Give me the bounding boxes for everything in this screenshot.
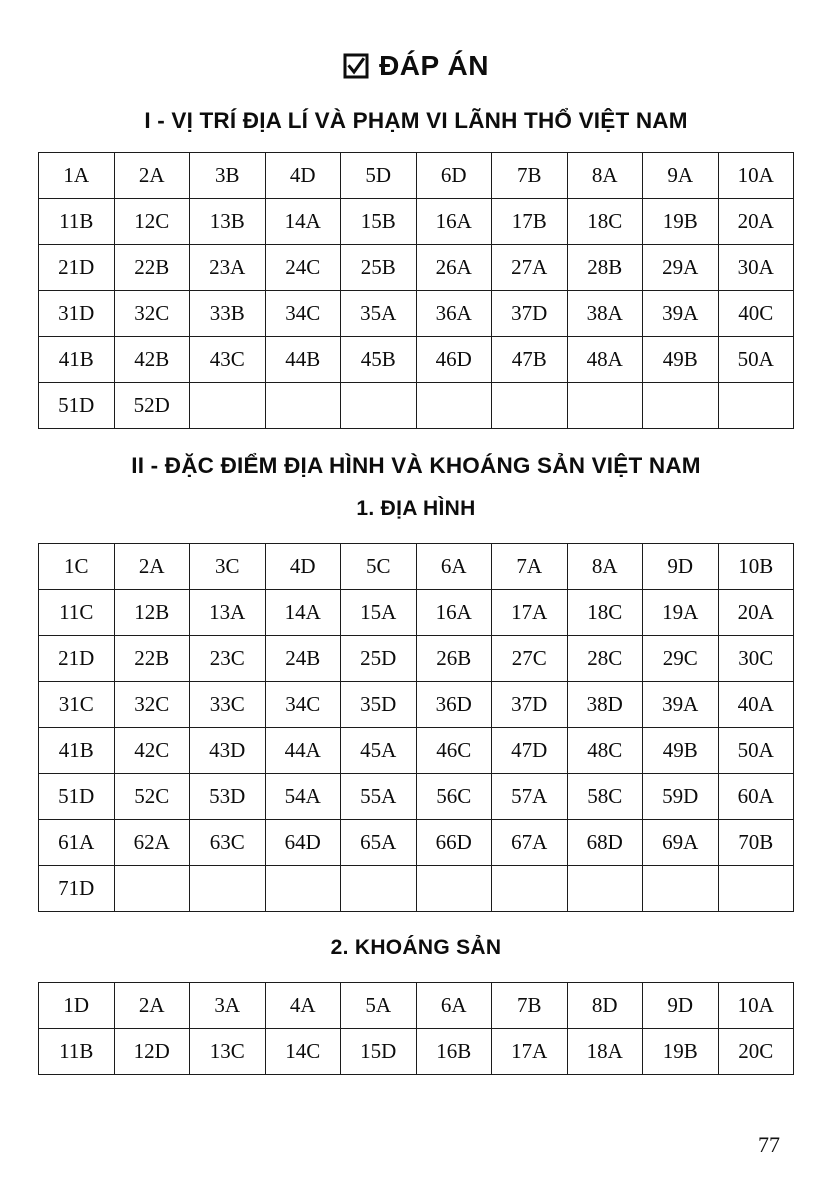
answer-cell: 41B [39, 337, 115, 383]
answer-cell: 45A [341, 728, 417, 774]
answer-cell: 7B [492, 983, 568, 1029]
empty-cell [643, 383, 719, 429]
answer-cell: 44B [265, 337, 341, 383]
answer-cell: 29A [643, 245, 719, 291]
answer-cell: 26A [416, 245, 492, 291]
section2-heading: II - ĐẶC ĐIỂM ĐỊA HÌNH VÀ KHOÁNG SẢN VIỆT NAM [131, 453, 701, 478]
answer-cell: 8D [567, 983, 643, 1029]
answer-cell: 54A [265, 774, 341, 820]
answer-cell: 63C [190, 820, 266, 866]
answer-cell: 17A [492, 590, 568, 636]
answer-cell: 17B [492, 199, 568, 245]
empty-cell [190, 383, 266, 429]
answer-cell: 16B [416, 1029, 492, 1075]
answer-cell: 6A [416, 544, 492, 590]
answer-cell: 53D [190, 774, 266, 820]
answer-cell: 4A [265, 983, 341, 1029]
answer-cell: 67A [492, 820, 568, 866]
answer-cell: 6D [416, 153, 492, 199]
answer-cell: 6A [416, 983, 492, 1029]
answer-cell: 19B [643, 199, 719, 245]
answer-cell: 15B [341, 199, 417, 245]
answer-cell: 32C [114, 291, 190, 337]
answer-table-row [39, 199, 794, 245]
answer-cell: 51D [39, 383, 115, 429]
answer-cell: 23C [190, 636, 266, 682]
empty-cell [416, 383, 492, 429]
answer-cell: 46D [416, 337, 492, 383]
section2-sub1-heading: 1. ĐỊA HÌNH [356, 497, 476, 520]
answer-cell: 47D [492, 728, 568, 774]
answer-cell: 22B [114, 245, 190, 291]
answer-cell: 50A [718, 337, 794, 383]
section2-sub2-heading: 2. KHOÁNG SẢN [330, 936, 502, 959]
answer-cell: 51D [39, 774, 115, 820]
answer-cell: 13A [190, 590, 266, 636]
answer-cell: 9A [643, 153, 719, 199]
answer-cell: 40C [718, 291, 794, 337]
answer-cell: 59D [643, 774, 719, 820]
answer-cell: 26B [416, 636, 492, 682]
page-title [38, 50, 794, 82]
answer-table-row [39, 245, 794, 291]
answer-table-row [39, 774, 794, 820]
empty-cell [718, 383, 794, 429]
empty-cell [567, 866, 643, 912]
answer-cell: 23A [190, 245, 266, 291]
answer-cell: 28C [567, 636, 643, 682]
answer-cell: 48C [567, 728, 643, 774]
answer-cell: 1C [39, 544, 115, 590]
answer-table-row [39, 820, 794, 866]
answer-cell: 68D [567, 820, 643, 866]
answer-cell: 9D [643, 544, 719, 590]
answer-cell: 34C [265, 682, 341, 728]
answer-cell: 39A [643, 682, 719, 728]
answer-cell: 12C [114, 199, 190, 245]
answer-cell: 20A [718, 590, 794, 636]
answer-cell: 30C [718, 636, 794, 682]
answer-cell: 13B [190, 199, 266, 245]
answer-cell: 56C [416, 774, 492, 820]
answer-cell: 14A [265, 590, 341, 636]
answer-cell: 14C [265, 1029, 341, 1075]
answer-cell: 49B [643, 337, 719, 383]
answer-cell: 12D [114, 1029, 190, 1075]
answer-cell: 2A [114, 153, 190, 199]
checkbox-checked-icon [343, 53, 369, 79]
answer-cell: 71D [39, 866, 115, 912]
answer-cell: 20C [718, 1029, 794, 1075]
answer-cell: 21D [39, 636, 115, 682]
answer-cell: 48A [567, 337, 643, 383]
answer-cell: 22B [114, 636, 190, 682]
answer-cell: 1A [39, 153, 115, 199]
answer-table-row [39, 1029, 794, 1075]
answer-cell: 49B [643, 728, 719, 774]
answer-cell: 31D [39, 291, 115, 337]
answer-cell: 50A [718, 728, 794, 774]
answer-cell: 38A [567, 291, 643, 337]
answer-cell: 32C [114, 682, 190, 728]
answer-cell: 52C [114, 774, 190, 820]
answer-cell: 34C [265, 291, 341, 337]
answer-cell: 7A [492, 544, 568, 590]
answer-cell: 60A [718, 774, 794, 820]
empty-cell [341, 866, 417, 912]
answer-cell: 19B [643, 1029, 719, 1075]
answer-table-row [39, 544, 794, 590]
answer-table-row [39, 983, 794, 1029]
answer-cell: 20A [718, 199, 794, 245]
answer-cell: 35D [341, 682, 417, 728]
answer-cell: 10A [718, 983, 794, 1029]
answer-table-row [39, 337, 794, 383]
answer-table-row [39, 590, 794, 636]
page-number: 77 [758, 1132, 780, 1157]
answer-cell: 24B [265, 636, 341, 682]
answer-cell: 1D [39, 983, 115, 1029]
answer-cell: 29C [643, 636, 719, 682]
answer-cell: 37D [492, 291, 568, 337]
answer-cell: 44A [265, 728, 341, 774]
empty-cell [265, 383, 341, 429]
answer-cell: 2A [114, 983, 190, 1029]
answer-cell: 8A [567, 544, 643, 590]
answer-cell: 10B [718, 544, 794, 590]
answer-cell: 41B [39, 728, 115, 774]
answer-cell: 19A [643, 590, 719, 636]
empty-cell [416, 866, 492, 912]
answer-cell: 52D [114, 383, 190, 429]
answer-cell: 27A [492, 245, 568, 291]
answer-cell: 11B [39, 199, 115, 245]
empty-cell [718, 866, 794, 912]
answer-cell: 28B [567, 245, 643, 291]
answer-cell: 36A [416, 291, 492, 337]
answer-cell: 33B [190, 291, 266, 337]
answer-cell: 47B [492, 337, 568, 383]
empty-cell [492, 383, 568, 429]
answer-cell: 42B [114, 337, 190, 383]
answer-cell: 18C [567, 590, 643, 636]
empty-cell [341, 383, 417, 429]
answer-cell: 15D [341, 1029, 417, 1075]
empty-cell [492, 866, 568, 912]
answer-cell: 13C [190, 1029, 266, 1075]
answer-table-row [39, 636, 794, 682]
section1-heading: I - VỊ TRÍ ĐỊA LÍ VÀ PHẠM VI LÃNH THỔ VIỆT NAM [144, 108, 688, 133]
answer-cell: 24C [265, 245, 341, 291]
answer-cell: 16A [416, 590, 492, 636]
answer-cell: 25D [341, 636, 417, 682]
answer-cell: 18C [567, 199, 643, 245]
answer-cell: 9D [643, 983, 719, 1029]
answer-cell: 25B [341, 245, 417, 291]
section1-answer-table [38, 152, 794, 429]
answer-cell: 5A [341, 983, 417, 1029]
answer-cell: 17A [492, 1029, 568, 1075]
answer-cell: 37D [492, 682, 568, 728]
answer-cell: 3B [190, 153, 266, 199]
answer-cell: 11B [39, 1029, 115, 1075]
answer-cell: 30A [718, 245, 794, 291]
answer-cell: 3A [190, 983, 266, 1029]
answer-cell: 61A [39, 820, 115, 866]
answer-cell: 21D [39, 245, 115, 291]
empty-cell [114, 866, 190, 912]
answer-cell: 35A [341, 291, 417, 337]
answer-table-row [39, 383, 794, 429]
answer-cell: 11C [39, 590, 115, 636]
answer-cell: 8A [567, 153, 643, 199]
answer-cell: 31C [39, 682, 115, 728]
answer-table-row [39, 153, 794, 199]
answer-cell: 2A [114, 544, 190, 590]
answer-cell: 3C [190, 544, 266, 590]
answer-cell: 43C [190, 337, 266, 383]
answer-cell: 40A [718, 682, 794, 728]
answer-cell: 10A [718, 153, 794, 199]
answer-cell: 62A [114, 820, 190, 866]
answer-cell: 64D [265, 820, 341, 866]
minerals-answer-table [38, 982, 794, 1075]
answer-cell: 39A [643, 291, 719, 337]
answer-table-row [39, 728, 794, 774]
answer-cell: 70B [718, 820, 794, 866]
answer-cell: 27C [492, 636, 568, 682]
answer-cell: 46C [416, 728, 492, 774]
answer-table-row [39, 866, 794, 912]
answer-cell: 14A [265, 199, 341, 245]
page-title-text: ĐÁP ÁN [379, 50, 489, 81]
empty-cell [265, 866, 341, 912]
answer-cell: 33C [190, 682, 266, 728]
answer-cell: 12B [114, 590, 190, 636]
answer-cell: 36D [416, 682, 492, 728]
terrain-answer-table [38, 543, 794, 912]
answer-table-row [39, 682, 794, 728]
empty-cell [190, 866, 266, 912]
answer-cell: 16A [416, 199, 492, 245]
answer-cell: 65A [341, 820, 417, 866]
answer-cell: 58C [567, 774, 643, 820]
answer-cell: 38D [567, 682, 643, 728]
answer-cell: 66D [416, 820, 492, 866]
answer-cell: 57A [492, 774, 568, 820]
answer-table-row [39, 291, 794, 337]
answer-cell: 5D [341, 153, 417, 199]
answer-cell: 43D [190, 728, 266, 774]
answer-cell: 42C [114, 728, 190, 774]
answer-cell: 7B [492, 153, 568, 199]
answer-cell: 45B [341, 337, 417, 383]
answer-cell: 55A [341, 774, 417, 820]
empty-cell [567, 383, 643, 429]
answer-cell: 15A [341, 590, 417, 636]
answer-cell: 4D [265, 153, 341, 199]
answer-cell: 4D [265, 544, 341, 590]
answer-cell: 69A [643, 820, 719, 866]
answer-cell: 18A [567, 1029, 643, 1075]
answer-cell: 5C [341, 544, 417, 590]
empty-cell [643, 866, 719, 912]
